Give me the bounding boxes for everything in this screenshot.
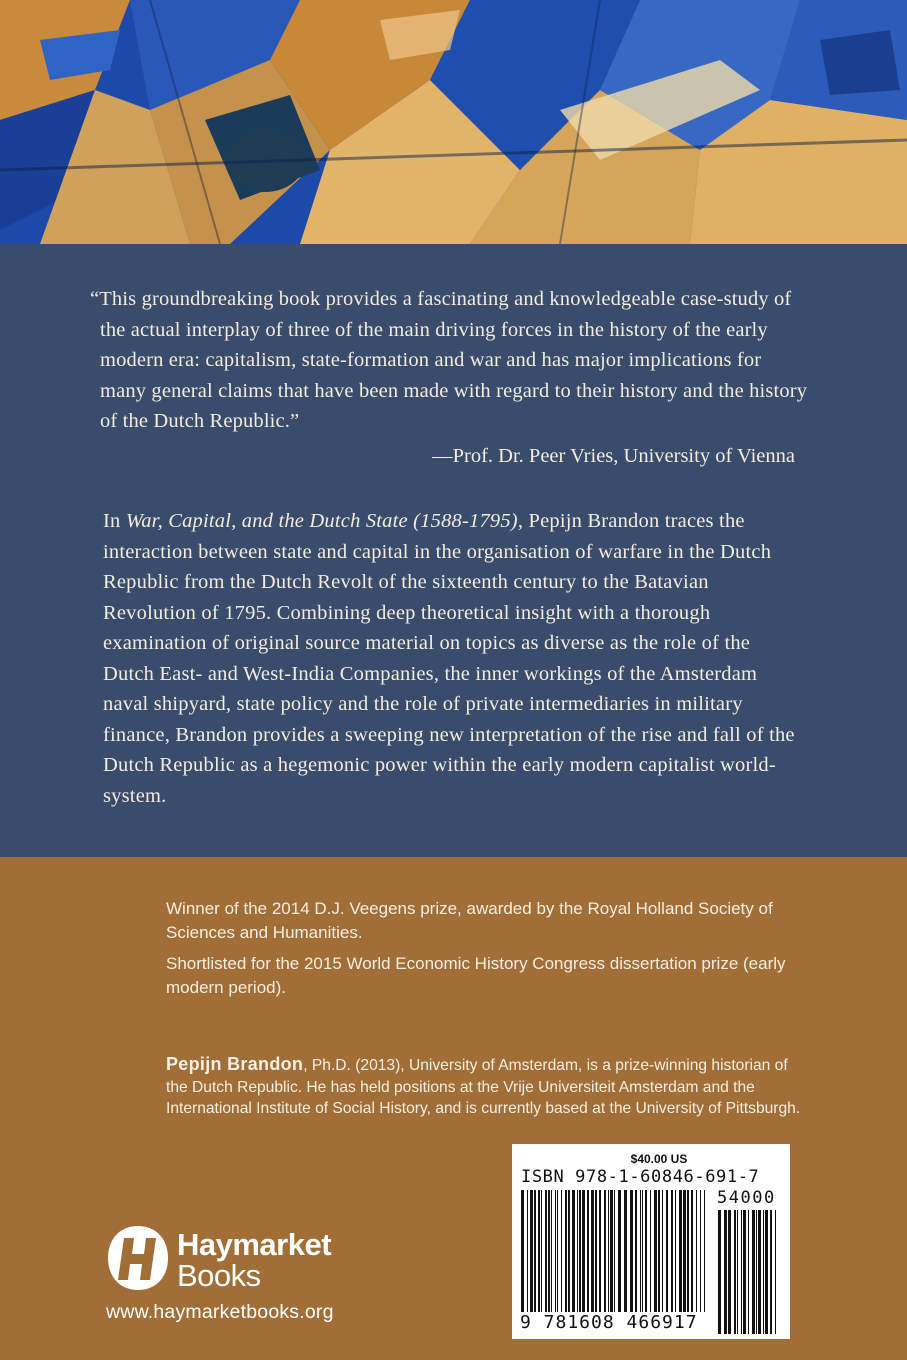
barcode-bar [538, 1190, 540, 1312]
author-bio-text: , Ph.D. (2013), University of Amsterdam, is a prize-winning historian of the Dutch Republic. He has held positions at the Vrije Universiteit Amsterdam and the International Institute of Social History, and is currently based at the University of Pittsburgh. [166, 1057, 801, 1117]
endorsement-quote [90, 284, 810, 437]
quote-text: “This groundbreaking book provides a fascinating and knowledgeable case-study of the actual interplay of three of the main driving forces in the history of the early modern era: capitalism, state-formation and war and has major implications for many general claims that have been made with regard to their history and the history of the Dutch Republic.” [90, 288, 808, 432]
barcode-bar [687, 1190, 689, 1312]
supplement-barcode-bars [717, 1210, 781, 1334]
barcode-bar [614, 1190, 615, 1312]
cover-artwork [0, 0, 907, 244]
barcode-bar [758, 1210, 761, 1334]
awards-list [166, 897, 806, 1007]
barcode-bar [704, 1190, 705, 1312]
barcode-bar [728, 1210, 731, 1334]
barcode-bar [654, 1190, 657, 1312]
barcode-bar [534, 1190, 536, 1312]
barcode-bar [645, 1190, 647, 1312]
barcode-bar [666, 1190, 668, 1312]
barcode-bar [671, 1190, 673, 1312]
barcode-bar [618, 1190, 621, 1312]
barcode-bar [557, 1190, 558, 1312]
author-bio [166, 1054, 806, 1120]
barcode-bar [565, 1190, 567, 1312]
barcode-bar [743, 1210, 746, 1334]
barcode-bar [587, 1190, 589, 1312]
barcode-bar [551, 1190, 552, 1312]
haymarket-h-icon [106, 1224, 170, 1292]
barcode-bar [577, 1190, 578, 1312]
barcode-bar [679, 1190, 682, 1312]
barcode-bar [568, 1190, 570, 1312]
barcode-bar [691, 1190, 693, 1312]
barcode-bar [541, 1190, 542, 1312]
barcode-bar [642, 1190, 643, 1312]
barcode-bar [775, 1210, 776, 1334]
barcode-bar [604, 1190, 606, 1312]
barcode-bar [579, 1190, 581, 1312]
barcode-bar [582, 1190, 585, 1312]
barcode-bar [610, 1190, 613, 1312]
barcode-bar [635, 1190, 637, 1312]
quote-attribution: —Prof. Dr. Peer Vries, University of Vienna [432, 445, 795, 467]
barcode-bar [545, 1190, 547, 1312]
award-item: Winner of the 2014 D.J. Veegens prize, awarded by the Royal Holland Society of Sciences and Humanities. [166, 899, 773, 942]
barcode-bar [718, 1210, 721, 1334]
barcode-bar [572, 1190, 575, 1312]
barcode-bar [640, 1190, 641, 1312]
barcode-bar [555, 1190, 556, 1312]
barcode-bar [521, 1190, 524, 1312]
barcode-bar [700, 1190, 701, 1312]
isbn-number: ISBN 978-1-60846-691-7 [521, 1167, 760, 1187]
barcode-bar [599, 1190, 601, 1312]
description-body: , Pepijn Brandon traces the interaction between state and capital in the organisation of warfare in the Dutch Republic from the Dutch Revolt of the sixteenth century to the Batavian Revolution of 1795. Combining deep theoretical insight with a thorough examination of original source material on topics as diverse as the role of the Dutch East- and West-India Companies, the inner workings of the Amsterdam naval shipyard, state policy and the role of private intermediaries in military finance, Brandon provides a sweeping new interpretation of the rise and fall of the Dutch Republic as a hegemonic power within the early modern capitalist world-system. [103, 510, 795, 807]
ean-number: 9 781608 466917 [520, 1312, 698, 1333]
barcode-bar [548, 1190, 550, 1312]
publisher-logo [106, 1222, 406, 1342]
barcode-bar [561, 1190, 562, 1312]
price: $40.00 US [630, 1152, 688, 1166]
cubist-painting-image [0, 0, 907, 244]
barcode-bar [530, 1190, 533, 1312]
barcode-bar [527, 1190, 528, 1312]
barcode-bar [765, 1210, 768, 1334]
publisher-name-line2: Books [177, 1258, 261, 1293]
barcode-bar [662, 1190, 663, 1312]
publisher-name-line1: Haymarket [177, 1227, 332, 1262]
barcode-bar [658, 1190, 660, 1312]
book-description [103, 506, 797, 811]
barcode-bar [724, 1210, 727, 1334]
barcode-bar [630, 1190, 633, 1312]
barcode-bar [741, 1210, 742, 1334]
book-title: War, Capital, and the Dutch State (1588-1795) [125, 510, 518, 532]
publisher-url: www.haymarketbooks.org [106, 1301, 334, 1323]
barcode-label [512, 1144, 790, 1339]
barcode-bar [591, 1190, 594, 1312]
author-name: Pepijn Brandon [166, 1054, 304, 1074]
barcode-bar [748, 1210, 749, 1334]
publisher-name [177, 1227, 332, 1293]
barcode-bar [752, 1210, 755, 1334]
barcode-bar [595, 1190, 597, 1312]
barcode-bar [696, 1190, 697, 1312]
barcode-bar [734, 1210, 736, 1334]
description-intro: In [103, 510, 126, 532]
barcode-bar [624, 1190, 627, 1312]
barcode-bar [763, 1210, 764, 1334]
barcode-bar [608, 1190, 609, 1312]
barcode-bar [683, 1190, 686, 1312]
barcode-bar [756, 1210, 757, 1334]
award-item: Shortlisted for the 2015 World Economic History Congress dissertation prize (early modern period). [166, 954, 786, 997]
barcode-bar [650, 1190, 651, 1312]
price-supplement-number: 54000 [717, 1188, 776, 1208]
ean-barcode-bars [520, 1190, 710, 1312]
barcode-bar [737, 1210, 738, 1334]
barcode-bar [770, 1210, 772, 1334]
barcode-bar [675, 1190, 676, 1312]
